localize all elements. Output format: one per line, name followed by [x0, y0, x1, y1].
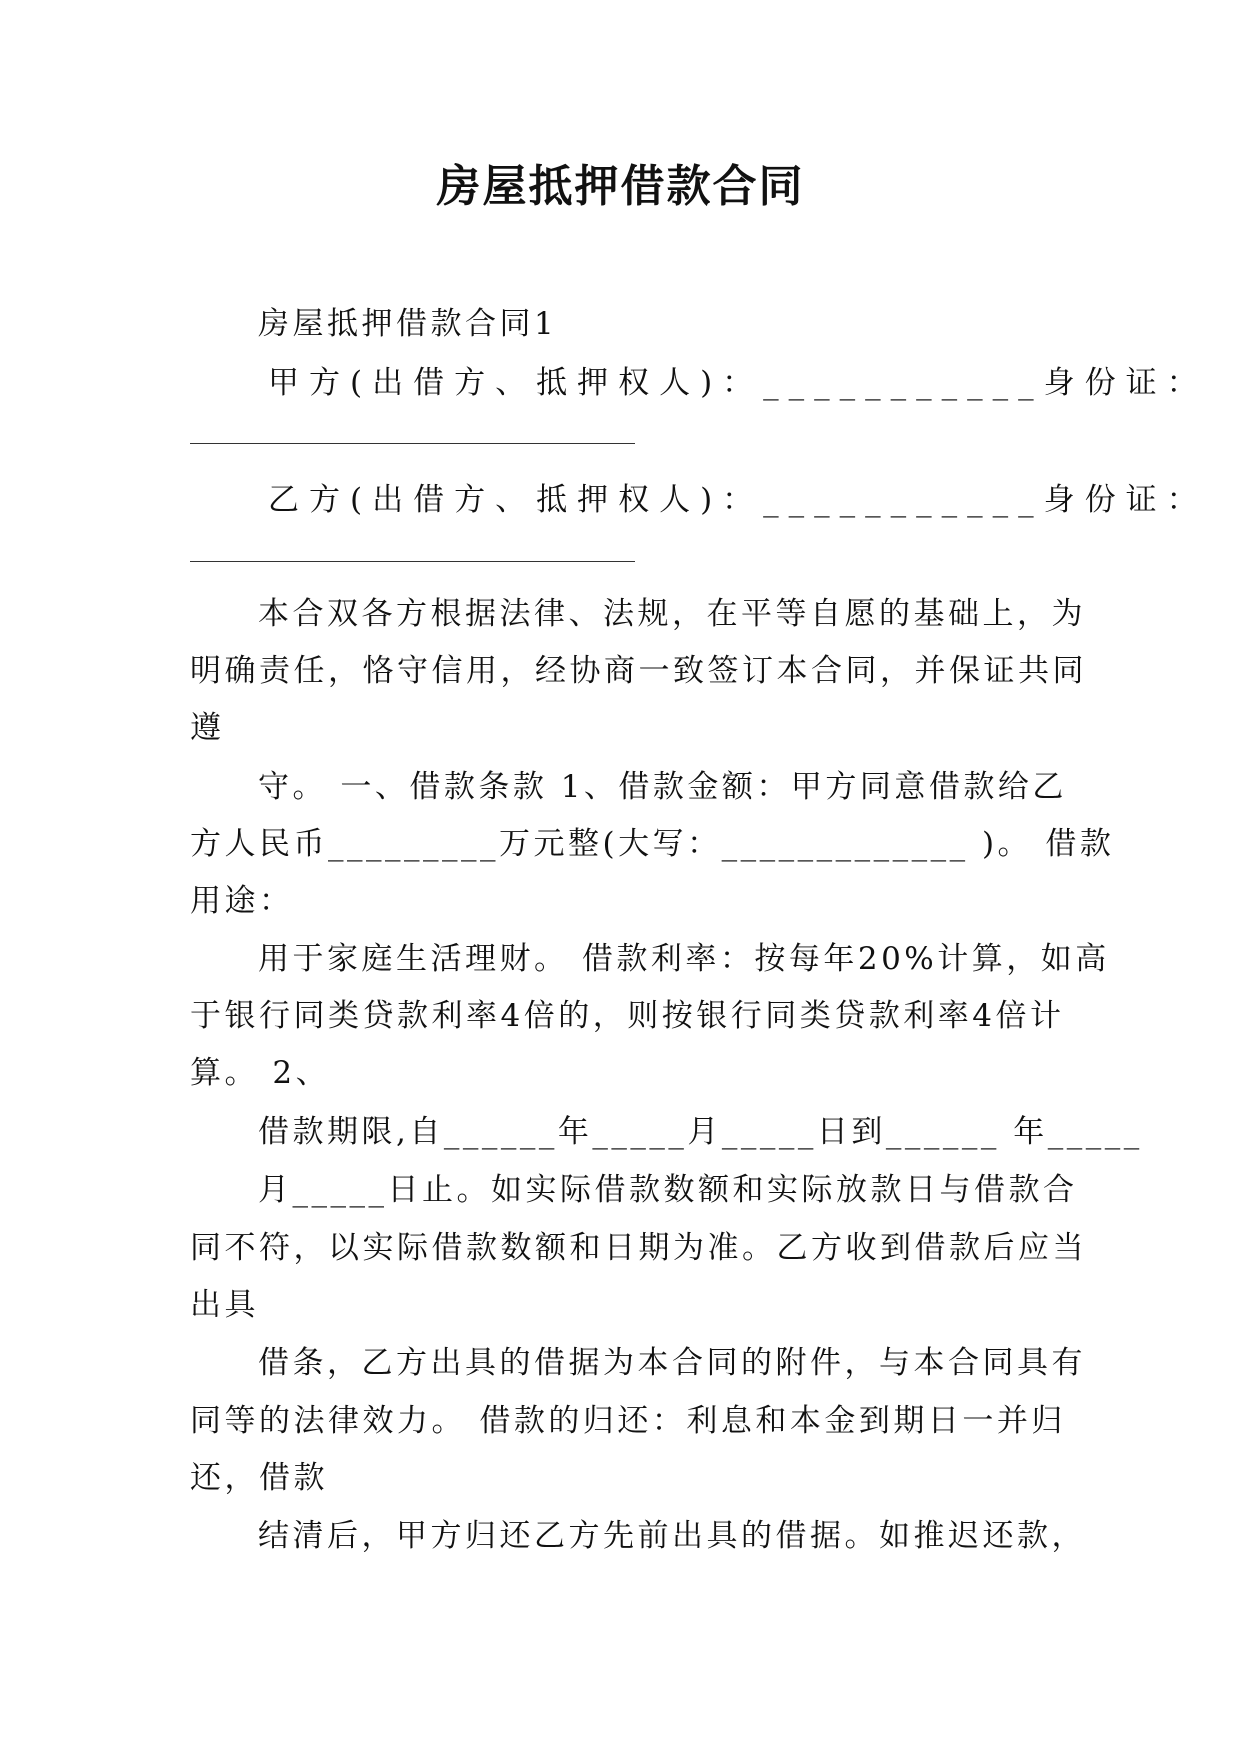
party-b-line: 乙方(出借方、抵押权人)：___________身份证： [268, 482, 1208, 518]
contract-subtitle: 房屋抵押借款合同1 [258, 306, 558, 342]
body-line: 遵 [190, 710, 225, 746]
body-line: 方人民币_________万元整(大写：_____________ )。 借款 [190, 826, 1115, 862]
body-line: 守。 一、借款条款 1、借款金额：甲方同意借款给乙 [258, 769, 1067, 805]
body-line: 借款期限,自______年_____月_____日到______ 年_____ [258, 1114, 1143, 1150]
body-line: 用途： [190, 883, 294, 919]
body-line: 用于家庭生活理财。 借款利率：按每年20%计算，如高 [258, 941, 1110, 977]
party-b-id-blank [190, 561, 635, 562]
party-a-line: 甲方(出借方、抵押权人)：___________身份证： [268, 365, 1208, 401]
body-line: 结清后，甲方归还乙方先前出具的借据。如推迟还款， [258, 1518, 1086, 1554]
body-line: 本合双各方根据法律、法规，在平等自愿的基础上，为 [258, 596, 1086, 632]
body-line: 明确责任，恪守信用，经协商一致签订本合同，并保证共同 [190, 653, 1087, 689]
party-a-id-blank [190, 443, 635, 444]
body-line: 出具 [190, 1287, 259, 1323]
document-title: 房屋抵押借款合同 [436, 161, 805, 212]
body-line: 同不符，以实际借款数额和日期为准。乙方收到借款后应当 [190, 1230, 1087, 1266]
body-line: 算。 2、 [190, 1055, 331, 1091]
body-line: 还，借款 [190, 1460, 328, 1496]
body-line: 月_____日止。如实际借款数额和实际放款日与借款合 [258, 1172, 1078, 1208]
body-line: 借条，乙方出具的借据为本合同的附件，与本合同具有 [258, 1345, 1086, 1381]
body-line: 同等的法律效力。 借款的归还：利息和本金到期日一并归 [190, 1403, 1066, 1439]
body-line: 于银行同类贷款利率4倍的，则按银行同类贷款利率4倍计 [190, 998, 1065, 1034]
